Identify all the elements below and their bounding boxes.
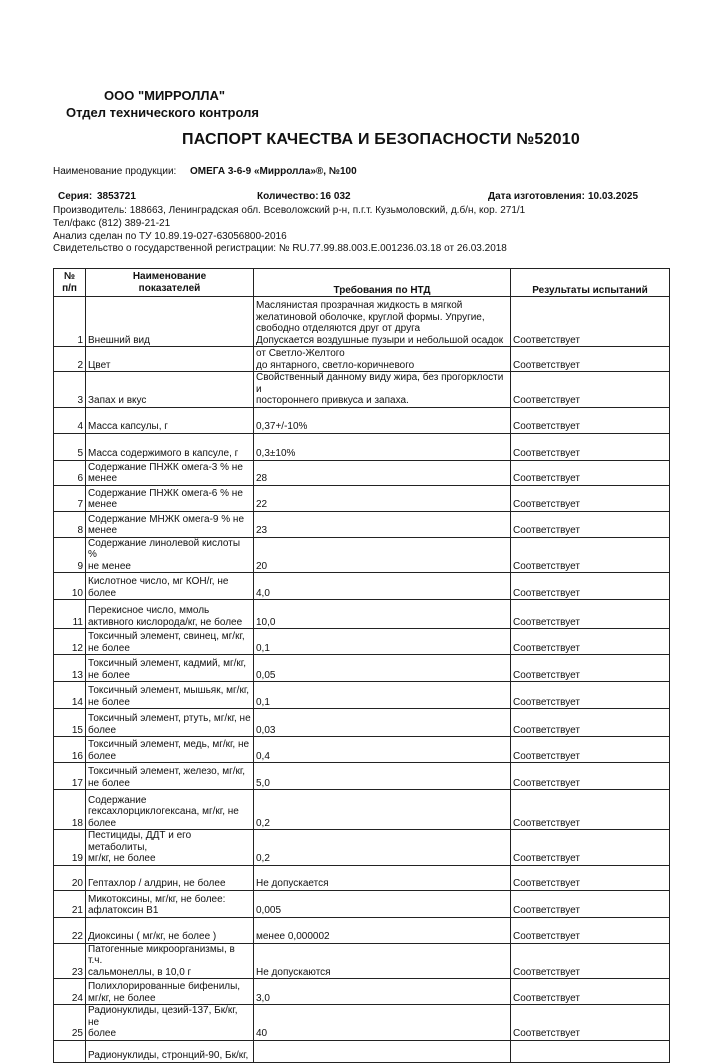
table-row <box>54 629 670 655</box>
requirement-value: 0,4 <box>254 737 511 763</box>
table-row <box>54 890 670 917</box>
indicator-name: Диоксины ( мг/кг, не более ) <box>86 917 254 943</box>
product-value: ОМЕГА 3-6-9 «Мирролла»®, №100 <box>190 166 357 177</box>
row-number: 13 <box>54 655 86 682</box>
requirement-value: 28 <box>254 460 511 485</box>
test-result: Соответствует <box>511 890 670 917</box>
table-row <box>54 655 670 682</box>
manufacture-date-value: 10.03.2025 <box>588 191 639 202</box>
test-result: Соответствует <box>511 790 670 830</box>
requirement-value: Не допускаются <box>254 943 511 979</box>
table-row <box>54 682 670 709</box>
column-header-indicator: Наименование показателей <box>86 269 254 297</box>
row-number <box>54 1040 86 1062</box>
requirement-value <box>254 1040 511 1062</box>
indicator-name: Цвет <box>86 347 254 372</box>
test-result: Соответствует <box>511 865 670 890</box>
table-row <box>54 433 670 460</box>
table-row <box>54 943 670 979</box>
series-value: 3853721 <box>97 191 136 202</box>
row-number: 15 <box>54 709 86 737</box>
indicator-name: Микотоксины, мг/кг, не более: афлатоксин В1 <box>86 890 254 917</box>
row-number: 7 <box>54 485 86 511</box>
quality-table <box>53 268 670 1063</box>
analysis-standard: Анализ сделан по ТУ 10.89.19-027-63056800-2016 <box>53 231 287 242</box>
test-result: Соответствует <box>511 655 670 682</box>
indicator-name: Содержание гексахлорциклогексана, мг/кг, не более <box>86 790 254 830</box>
test-result <box>511 1040 670 1062</box>
row-number: 8 <box>54 511 86 537</box>
quantity-value: 16 032 <box>320 191 351 202</box>
test-result: Соответствует <box>511 511 670 537</box>
indicator-name: Масса капсулы, г <box>86 407 254 433</box>
table-header-row <box>54 269 670 297</box>
requirement-value: 0,2 <box>254 830 511 866</box>
requirement-value: менее 0,000002 <box>254 917 511 943</box>
department-name: Отдел технического контроля <box>66 105 259 120</box>
indicator-name: Радионуклиды, стронций-90, Бк/кг, <box>86 1040 254 1062</box>
row-number: 22 <box>54 917 86 943</box>
requirement-value: 22 <box>254 485 511 511</box>
row-number: 14 <box>54 682 86 709</box>
indicator-name: Содержание ПНЖК омега-3 % не менее <box>86 460 254 485</box>
test-result: Соответствует <box>511 830 670 866</box>
test-result: Соответствует <box>511 737 670 763</box>
requirement-value: от Светло-Желтого до янтарного, светло-коричневого <box>254 347 511 372</box>
test-result: Соответствует <box>511 372 670 408</box>
table-row <box>54 917 670 943</box>
table-row <box>54 1040 670 1062</box>
row-number: 16 <box>54 737 86 763</box>
column-header-result: Результаты испытаний <box>511 269 670 297</box>
test-result: Соответствует <box>511 917 670 943</box>
row-number: 3 <box>54 372 86 408</box>
table-row <box>54 979 670 1005</box>
series-label: Серия: <box>58 191 93 202</box>
test-result: Соответствует <box>511 460 670 485</box>
test-result: Соответствует <box>511 600 670 629</box>
test-result: Соответствует <box>511 433 670 460</box>
requirement-value: 5,0 <box>254 763 511 790</box>
table-row <box>54 485 670 511</box>
row-number: 24 <box>54 979 86 1005</box>
requirement-value: 3,0 <box>254 979 511 1005</box>
table-row <box>54 1005 670 1041</box>
test-result: Соответствует <box>511 979 670 1005</box>
requirement-value: Свойственный данному виду жира, без прогорклости и постороннего привкуса и запаха. <box>254 372 511 408</box>
test-result: Соответствует <box>511 629 670 655</box>
row-number: 25 <box>54 1005 86 1041</box>
table-row <box>54 737 670 763</box>
row-number: 17 <box>54 763 86 790</box>
test-result: Соответствует <box>511 407 670 433</box>
row-number: 11 <box>54 600 86 629</box>
indicator-name: Токсичный элемент, свинец, мг/кг, не более <box>86 629 254 655</box>
table-row <box>54 709 670 737</box>
test-result: Соответствует <box>511 763 670 790</box>
test-result: Соответствует <box>511 485 670 511</box>
requirement-value: 40 <box>254 1005 511 1041</box>
product-label: Наименование продукции: <box>53 166 177 177</box>
row-number: 5 <box>54 433 86 460</box>
indicator-name: Радионуклиды, цезий-137, Бк/кг, не более <box>86 1005 254 1041</box>
row-number: 1 <box>54 297 86 347</box>
table-row <box>54 372 670 408</box>
requirement-value: 20 <box>254 537 511 573</box>
test-result: Соответствует <box>511 573 670 600</box>
column-header-requirement: Требования по НТД <box>254 269 511 297</box>
requirement-value: 23 <box>254 511 511 537</box>
table-row <box>54 297 670 347</box>
indicator-name: Пестициды, ДДТ и его метаболиты, мг/кг, не более <box>86 830 254 866</box>
organization-name: ООО "МИРРОЛЛА" <box>104 88 226 103</box>
row-number: 23 <box>54 943 86 979</box>
requirement-value: 0,2 <box>254 790 511 830</box>
test-result: Соответствует <box>511 943 670 979</box>
indicator-name: Масса содержимого в капсуле, г <box>86 433 254 460</box>
row-number: 20 <box>54 865 86 890</box>
document-title: ПАСПОРТ КАЧЕСТВА И БЕЗОПАСНОСТИ №52010 <box>182 131 580 148</box>
table-row <box>54 460 670 485</box>
indicator-name: Кислотное число, мг КОН/г, не более <box>86 573 254 600</box>
test-result: Соответствует <box>511 537 670 573</box>
indicator-name: Содержание МНЖК омега-9 % не менее <box>86 511 254 537</box>
row-number: 4 <box>54 407 86 433</box>
requirement-value: 0,1 <box>254 629 511 655</box>
table-row <box>54 573 670 600</box>
indicator-name: Токсичный элемент, ртуть, мг/кг, не более <box>86 709 254 737</box>
table-row <box>54 537 670 573</box>
table-row <box>54 600 670 629</box>
row-number: 10 <box>54 573 86 600</box>
requirement-value: 0,05 <box>254 655 511 682</box>
requirement-value: Не допускается <box>254 865 511 890</box>
producer-address: Производитель: 188663, Ленинградская обл. Всеволожский р-н, п.г.т. Кузьмоловский, д.б/н, кор. 271/1 <box>53 205 526 216</box>
row-number: 12 <box>54 629 86 655</box>
indicator-name: Внешний вид <box>86 297 254 347</box>
producer-phone: Тел/факс (812) 389-21-21 <box>53 218 171 229</box>
table-row <box>54 763 670 790</box>
table-row <box>54 865 670 890</box>
requirement-value: 0,1 <box>254 682 511 709</box>
column-header-number: № п/п <box>54 269 86 297</box>
requirement-value: 0,37+/-10% <box>254 407 511 433</box>
indicator-name: Патогенные микроорганизмы, в т.ч. сальмонеллы, в 10,0 г <box>86 943 254 979</box>
registration-certificate: Свидетельство о государственной регистрации: № RU.77.99.88.003.Е.001236.03.18 от 26.03.2018 <box>53 243 507 254</box>
indicator-name: Токсичный элемент, мышьяк, мг/кг, не более <box>86 682 254 709</box>
table-row <box>54 347 670 372</box>
table-row <box>54 830 670 866</box>
requirement-value: 0,3±10% <box>254 433 511 460</box>
indicator-name: Токсичный элемент, железо, мг/кг, не более <box>86 763 254 790</box>
indicator-name: Гептахлор / алдрин, не более <box>86 865 254 890</box>
indicator-name: Содержание ПНЖК омега-6 % не менее <box>86 485 254 511</box>
indicator-name: Токсичный элемент, медь, мг/кг, не более <box>86 737 254 763</box>
table-row <box>54 511 670 537</box>
indicator-name: Токсичный элемент, кадмий, мг/кг, не более <box>86 655 254 682</box>
requirement-value: Маслянистая прозрачная жидкость в мягкой желатиновой оболочке, круглой формы. Упругие, свободно отделяются друг от друга Допускается воздушные пузыри и небольшой осадок <box>254 297 511 347</box>
test-result: Соответствует <box>511 709 670 737</box>
manufacture-date-label: Дата изготовления: <box>488 191 585 202</box>
test-result: Соответствует <box>511 682 670 709</box>
row-number: 18 <box>54 790 86 830</box>
quantity-label: Количество: <box>257 191 319 202</box>
table-row <box>54 790 670 830</box>
row-number: 2 <box>54 347 86 372</box>
requirement-value: 4,0 <box>254 573 511 600</box>
indicator-name: Полихлорированные бифенилы, мг/кг, не более <box>86 979 254 1005</box>
row-number: 9 <box>54 537 86 573</box>
requirement-value: 0,005 <box>254 890 511 917</box>
indicator-name: Запах и вкус <box>86 372 254 408</box>
indicator-name: Содержание линолевой кислоты % не менее <box>86 537 254 573</box>
row-number: 6 <box>54 460 86 485</box>
indicator-name: Перекисное число, ммоль активного кислорода/кг, не более <box>86 600 254 629</box>
test-result: Соответствует <box>511 1005 670 1041</box>
row-number: 19 <box>54 830 86 866</box>
table-row <box>54 407 670 433</box>
test-result: Соответствует <box>511 297 670 347</box>
test-result: Соответствует <box>511 347 670 372</box>
requirement-value: 10,0 <box>254 600 511 629</box>
requirement-value: 0,03 <box>254 709 511 737</box>
row-number: 21 <box>54 890 86 917</box>
